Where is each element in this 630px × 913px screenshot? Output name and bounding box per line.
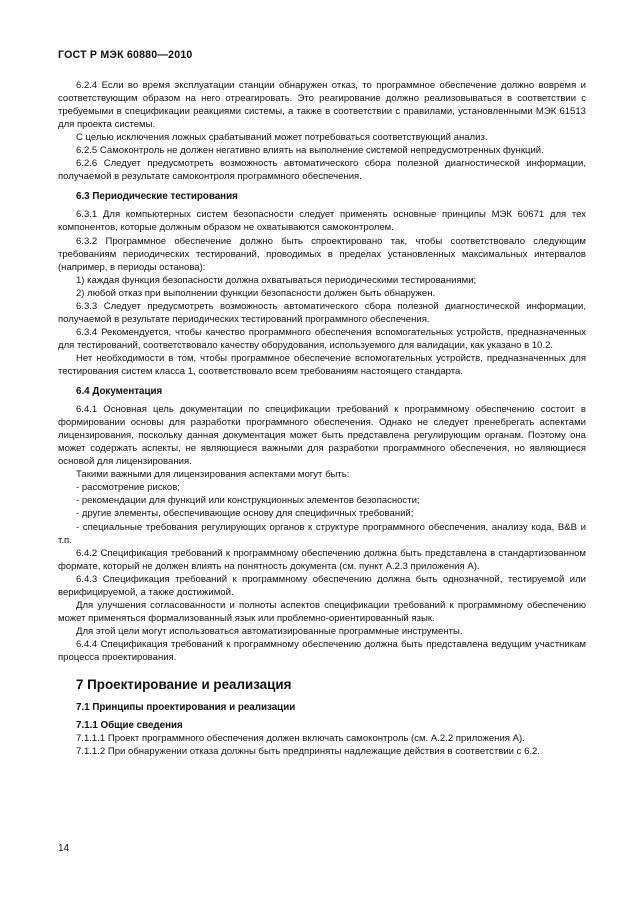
section-heading-7-1: 7.1 Принципы проектирования и реализации	[76, 702, 296, 714]
paragraph-6-2-4: 6.2.4 Если во время эксплуатации станции обнаружен отказ, то программное обеспечение должно вовремя и соответствующим образом на него отреагировать. Это реагирование должно реализовываться в соответствии с требуемыми в спецификации реакциями системы, а также в соответствии с правилами, установленными МЭК 61513 для проекта системы.	[58, 80, 586, 131]
subsection-heading-7-1-1: 7.1.1 Общие сведения	[76, 720, 183, 732]
paragraph-6-3-1: 6.3.1 Для компьютерных систем безопасности следует применять основные принципы МЭК 60671 для тех компонентов, которые должным образом не охватываются самоконтролем.	[58, 209, 586, 234]
paragraph-7-1-1-1: 7.1.1.1 Проект программного обеспечения должен включать самоконтроль (см. А.2.2 приложения А).	[76, 733, 525, 745]
list-item-6-3-2-2: 2) любой отказ при выполнении функции безопасности должен быть обнаружен.	[76, 287, 436, 299]
dash-item-other-elements: - другие элементы, обеспечивающие основу для специфичных требований;	[76, 508, 414, 520]
paragraph-licensing-aspects: Такими важными для лицензирования аспектами могут быть:	[76, 469, 350, 481]
page-number: 14	[58, 843, 70, 854]
document-body	[58, 79, 586, 758]
paragraph-auxiliary-devices: Нет необходимости в том, чтобы программное обеспечение вспомогательных устройств, предназначенных для тестирования систем класса 1, соответствовало всем требованиям настоящего стандарта.	[58, 352, 586, 377]
paragraph-6-3-4: 6.3.4 Рекомендуется, чтобы качество программного обеспечения вспомогательных устройств, предназначенных для тестирований, соответствовало качеству оборудования, используемого для валидации, как указано в 10.2.	[58, 326, 586, 351]
paragraph-false-alarms: С целью исключения ложных срабатываний может потребоваться соответствующий анализ.	[76, 132, 488, 144]
chapter-heading-7: 7 Проектирование и реализация	[76, 677, 292, 693]
paragraph-6-4-2: 6.4.2 Спецификация требований к программному обеспечению должна быть представлена в стандартизованном формате, который не должен влиять на понятность документа (см. пункт А.2.3 приложения А).	[58, 547, 586, 572]
paragraph-6-3-3: 6.3.3 Следует предусмотреть возможность автоматического сбора полезной диагностической информации, получаемой в результате периодических тестирований программного обеспечения.	[58, 300, 586, 325]
paragraph-6-2-5: 6.2.5 Самоконтроль не должен негативно влиять на выполнение системой непредусмотренных функций.	[76, 145, 544, 157]
section-heading-6-3: 6.3 Периодические тестирования	[76, 191, 238, 203]
paragraph-6-2-6: 6.2.6 Следует предусмотреть возможность автоматического сбора полезной диагностической информации, получаемой в результате самоконтроля программного обеспечения.	[58, 158, 586, 183]
document-header: ГОСТ Р МЭК 60880—2010	[58, 49, 193, 61]
paragraph-6-4-3: 6.4.3 Спецификация требований к программному обеспечению должна быть однозначной, тестируемой или верифицируемой, а также достижимой.	[58, 573, 586, 598]
dash-item-risks: - рассмотрение рисков;	[76, 482, 180, 494]
list-item-6-3-2-1: 1) каждая функция безопасности должна охватываться периодическими тестированиями;	[76, 274, 477, 286]
paragraph-automated-tools: Для этой цели могут использоваться автоматизированные программные инструменты.	[76, 625, 463, 637]
paragraph-formal-language: Для улучшения согласованности и полноты аспектов спецификации требований к программному обеспечению может применяться формализованный язык или проблемно-ориентированный язык.	[58, 599, 586, 624]
paragraph-6-4-4: 6.4.4 Спецификация требований к программному обеспечению должна быть представлена ведущим участникам процесса проектирования.	[58, 638, 586, 663]
section-heading-6-4: 6.4 Документация	[76, 386, 163, 398]
dash-item-recommendations: - рекомендации для функций или конструкционных элементов безопасности;	[76, 495, 420, 507]
paragraph-6-3-2: 6.3.2 Программное обеспечение должно быть спроектировано так, чтобы соответствовало следующим требованиям периодических тестирований, проводимых в пределах установленных максимальных интервалов (например, в периоды останова):	[58, 235, 586, 273]
paragraph-6-4-1: 6.4.1 Основная цель документации по спецификации требований к программному обеспечению состоит в формировании основы для разработки программного обеспечения. Однако не следует пренебрегать аспектами лицензирования, поскольку данная документация может быть представлена регулирующим органам. Поэтому она может содержать аспекты, не являющиеся важными для разработки программного обеспечения, но являющиеся основой для лицензирования.	[58, 404, 586, 468]
paragraph-7-1-1-2: 7.1.1.2 При обнаружении отказа должны быть предприняты надлежащие действия в соответствии с 6.2.	[76, 746, 541, 758]
dash-item-special-requirements: - специальные требования регулирующих органов к структуре программного обеспечения, анализу кода, B&B и т.п.	[58, 521, 586, 546]
